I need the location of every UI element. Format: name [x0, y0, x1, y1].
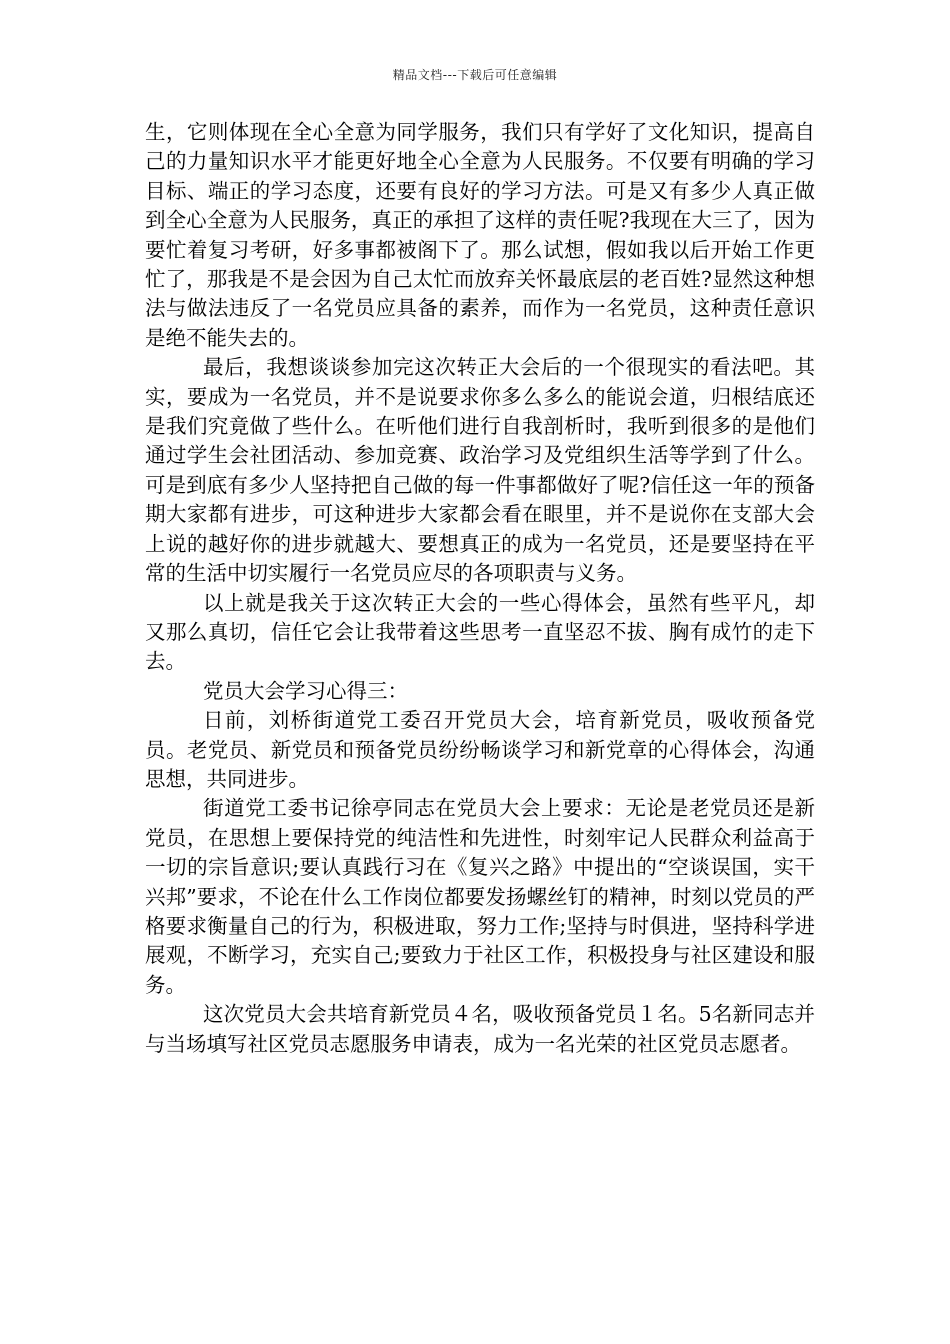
document-body — [145, 118, 815, 1059]
paragraph-meeting-results: 这次党员大会共培育新党员４名，吸收预备党员１名。5名新同志并与当场填写社区党员志愿服务申请表，成为一名光荣的社区党员志愿者。 — [145, 1002, 815, 1056]
page-header: 精品文档---下载后可任意编辑 — [392, 68, 558, 82]
paragraph-conclusion-view: 最后，我想谈谈参加完这次转正大会后的一个很现实的看法吧。其实，要成为一名党员，并不是说要求你多么多么的能说会道，归根结底还是我们究竟做了些什么。在听他们进行自我剖析时，我听到很多的是他们通过学生会社团活动、参加竞赛、政治学习及党组织生活等学到了什么。可是到底有多少人坚持把自己做的每一件事都做好了呢?信任这一年的预备期大家都有进步，可这种进步大家都会看在眼里，并不是说你在支部大会上说的越好你的进步就越大、要想真正的成为一名党员，还是要坚持在平常的生活中切实履行一名党员应尽的各项职责与义务。 — [145, 355, 815, 586]
paragraph-secretary-requirements: 街道党工委书记徐亭同志在党员大会上要求：无论是老党员还是新党员，在思想上要保持党的纯洁性和先进性，时刻牢记人民群众利益高于一切的宗旨意识;要认真践行习在《复兴之路》中提出的“空谈误国，实干兴邦”要求，不论在什么工作岗位都要发扬螺丝钉的精神，时刻以党员的严格要求衡量自己的行为，积极进取，努力工作;坚持与时俱进，坚持科学进展观，不断学习，充实自己;要致力于社区工作，积极投身与社区建设和服务。 — [145, 796, 815, 997]
paragraph-meeting-intro: 日前，刘桥街道党工委召开党员大会，培育新党员，吸收预备党员。老党员、新党员和预备党员纷纷畅谈学习和新党章的心得体会，沟通思想，共同进步。 — [145, 708, 815, 791]
paragraph-summary: 以上就是我关于这次转正大会的一些心得体会，虽然有些平凡，却又那么真切，信任它会让我带着这些思考一直坚忍不拔、胸有成竹的走下去。 — [145, 590, 815, 674]
section-heading: 党员大会学习心得三： — [203, 678, 408, 703]
paragraph-continuation: 生，它则体现在全心全意为同学服务，我们只有学好了文化知识，提高自己的力量知识水平才能更好地全心全意为人民服务。不仅要有明确的学习目标、端正的学习态度，还要有良好的学习方法。可是又有多少人真正做到全心全意为人民服务，真正的承担了这样的责任呢?我现在大三了，因为要忙着复习考研，好多事都被阁下了。那么试想，假如我以后开始工作更忙了，那我是不是会因为自己太忙而放弃关怀最底层的老百姓?显然这种想法与做法违反了一名党员应具备的素养，而作为一名党员，这种责任意识是绝不能失去的。 — [145, 120, 815, 350]
